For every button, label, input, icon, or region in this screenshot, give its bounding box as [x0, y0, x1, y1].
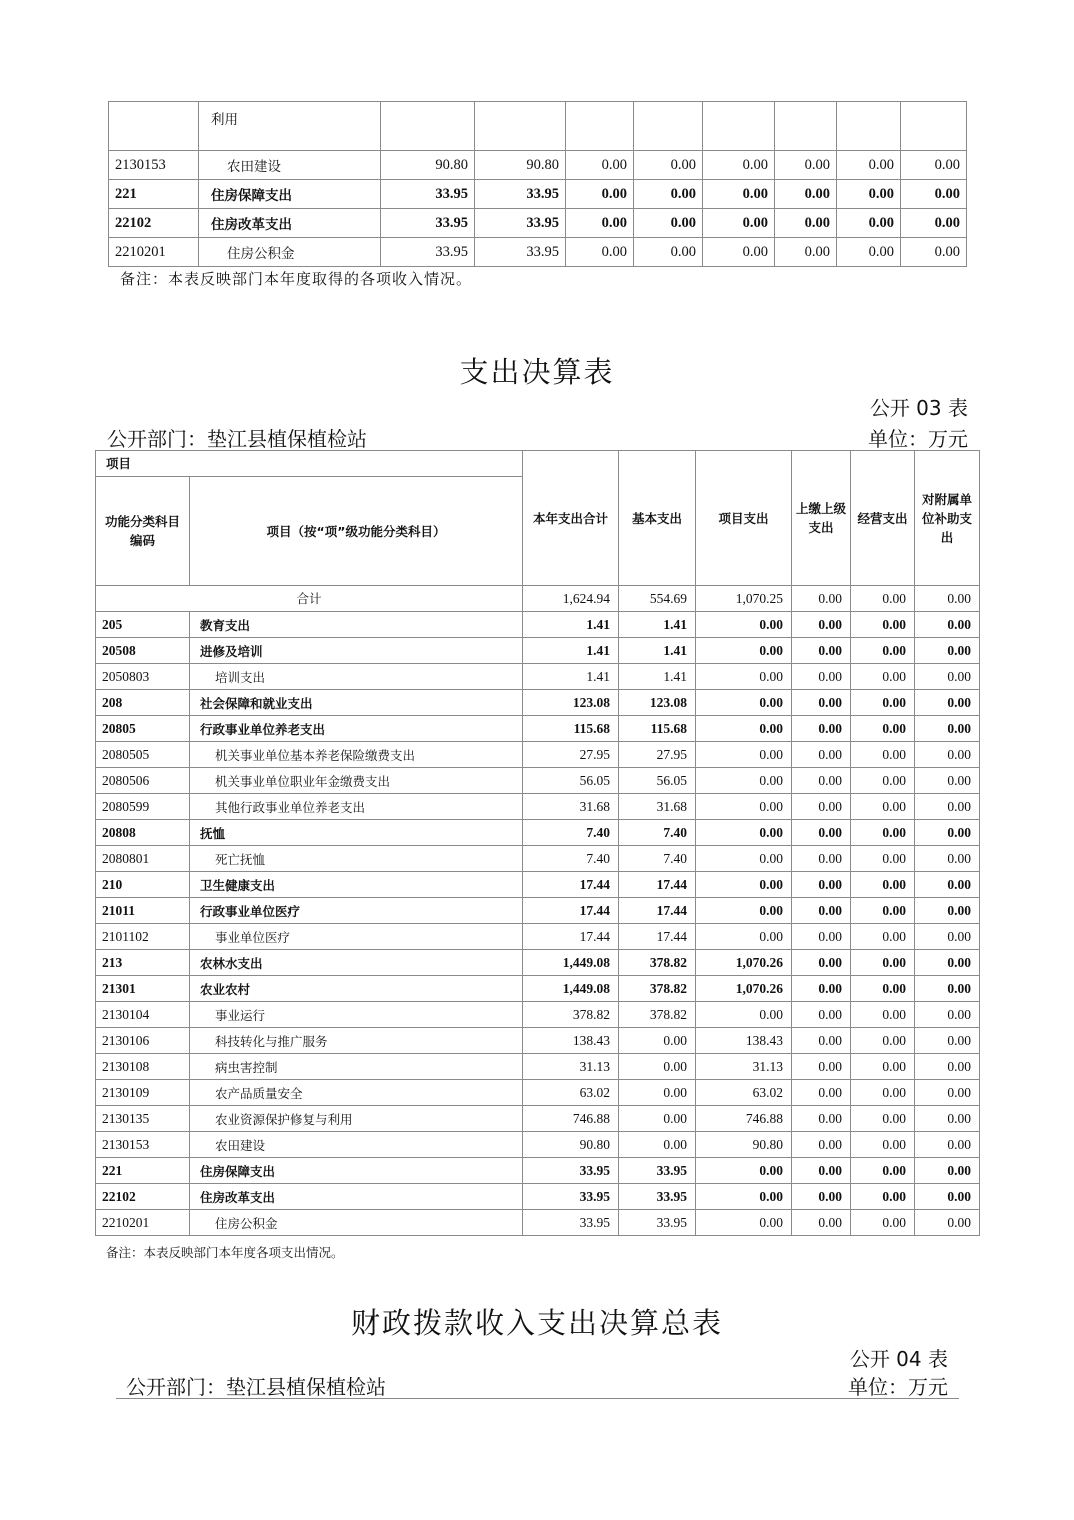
expense-table: [95, 450, 980, 1236]
row-value: 0.00: [915, 820, 980, 846]
row-value: 0.00: [792, 924, 851, 950]
row-value: 0.00: [696, 1158, 792, 1184]
row-code: 2130106: [96, 1028, 190, 1054]
row-value: 0.00: [915, 1210, 980, 1236]
row-value: 0.00: [915, 1184, 980, 1210]
row-value: 0.00: [851, 768, 915, 794]
table-row: [96, 794, 980, 820]
row-value: 0.00: [915, 898, 980, 924]
row-name: 社会保障和就业支出: [190, 690, 523, 716]
row-value: 0.00: [837, 238, 901, 267]
row-value: 0.00: [792, 872, 851, 898]
row-value: 0.00: [775, 209, 837, 238]
row-value: 1,449.08: [523, 976, 619, 1002]
row-value: 0.00: [851, 872, 915, 898]
row-name: 抚恤: [190, 820, 523, 846]
row-value: 0.00: [915, 742, 980, 768]
row-name: 住房公积金: [199, 238, 381, 267]
row-value: 0.00: [696, 742, 792, 768]
row-value: 0.00: [851, 638, 915, 664]
expense-unit: 单位：万元: [868, 427, 968, 451]
row-name: 事业运行: [190, 1002, 523, 1028]
row-code: 221: [96, 1158, 190, 1184]
row-value: 0.00: [851, 664, 915, 690]
row-value: 0.00: [696, 716, 792, 742]
row-value: 0.00: [703, 238, 775, 267]
row-value: 0.00: [915, 846, 980, 872]
table-row: [109, 151, 967, 180]
row-value: 0.00: [851, 716, 915, 742]
row-value: 0.00: [851, 1158, 915, 1184]
header-row: [96, 451, 980, 477]
row-value: 0.00: [851, 898, 915, 924]
row-value: 0.00: [703, 209, 775, 238]
row-value: 0.00: [703, 180, 775, 209]
row-code: 213: [96, 950, 190, 976]
row-value: 17.44: [523, 872, 619, 898]
row-value: 0.00: [915, 950, 980, 976]
row-code: 221: [109, 180, 199, 209]
table-row: [96, 716, 980, 742]
row-value: 0.00: [837, 209, 901, 238]
row-value: 0.00: [851, 1028, 915, 1054]
row-name: 行政事业单位医疗: [190, 898, 523, 924]
row-name: 住房改革支出: [199, 209, 381, 238]
fiscal-unit: 单位：万元: [848, 1375, 948, 1399]
row-name: 培训支出: [190, 664, 523, 690]
row-value: 0.00: [792, 976, 851, 1002]
row-value: 0.00: [851, 1184, 915, 1210]
header-name: 项目（按“项”级功能分类科目）: [190, 477, 523, 586]
row-value: 33.95: [619, 1184, 696, 1210]
row-value: 0.00: [696, 638, 792, 664]
row-name: 进修及培训: [190, 638, 523, 664]
row-name: 卫生健康支出: [190, 872, 523, 898]
row-value: 0.00: [915, 1080, 980, 1106]
row-value: 0.00: [851, 846, 915, 872]
row-value: 0.00: [634, 209, 703, 238]
row-value: 0.00: [619, 1080, 696, 1106]
row-value: 0.00: [915, 1054, 980, 1080]
row-value: 0.00: [696, 1184, 792, 1210]
table-row: [96, 976, 980, 1002]
row-value: 0.00: [901, 180, 967, 209]
row-name: 住房保障支出: [190, 1158, 523, 1184]
row-value: 0.00: [915, 690, 980, 716]
row-code: 2080506: [96, 768, 190, 794]
row-value: 115.68: [619, 716, 696, 742]
row-value: 0.00: [851, 1132, 915, 1158]
row-name: 教育支出: [190, 612, 523, 638]
row-value: 7.40: [619, 820, 696, 846]
row-value: 7.40: [523, 846, 619, 872]
row-value: 90.80: [475, 151, 566, 180]
row-value: 56.05: [619, 768, 696, 794]
table-row: [96, 664, 980, 690]
row-value: 0.00: [792, 1184, 851, 1210]
row-value: 0.00: [915, 976, 980, 1002]
table-row: [96, 950, 980, 976]
row-code: 2210201: [109, 238, 199, 267]
row-value: 0.00: [851, 950, 915, 976]
row-value: 90.80: [523, 1132, 619, 1158]
expense-table-title: 支出决算表: [459, 355, 615, 389]
row-value: 0.00: [915, 1106, 980, 1132]
row-value: 27.95: [523, 742, 619, 768]
row-name: 病虫害控制: [190, 1054, 523, 1080]
table-row: [96, 1080, 980, 1106]
row-value: 0.00: [619, 1028, 696, 1054]
row-value: 31.68: [523, 794, 619, 820]
row-value: 0.00: [696, 612, 792, 638]
row-value: 1,070.26: [696, 976, 792, 1002]
total-value: 1,070.25: [696, 586, 792, 612]
row-name: 利用: [199, 102, 381, 151]
row-value: 0.00: [851, 794, 915, 820]
row-value: 0.00: [566, 151, 634, 180]
row-value: 0.00: [851, 690, 915, 716]
row-value: 1,070.26: [696, 950, 792, 976]
row-value: 0.00: [775, 238, 837, 267]
row-value: 33.95: [475, 238, 566, 267]
row-value: 56.05: [523, 768, 619, 794]
row-value: 90.80: [696, 1132, 792, 1158]
header-operating: 经营支出: [851, 451, 915, 586]
table-row: [96, 1158, 980, 1184]
row-code: 2080599: [96, 794, 190, 820]
row-value: 0.00: [696, 846, 792, 872]
row-value: 0.00: [915, 768, 980, 794]
row-code: 20808: [96, 820, 190, 846]
row-value: 378.82: [523, 1002, 619, 1028]
row-name: 农业资源保护修复与利用: [190, 1106, 523, 1132]
row-value: 31.68: [619, 794, 696, 820]
row-value: 33.95: [619, 1158, 696, 1184]
row-code: 22102: [109, 209, 199, 238]
expense-department: 公开部门：垫江县植保植检站: [107, 427, 367, 451]
table-row: [96, 1002, 980, 1028]
row-value: 27.95: [619, 742, 696, 768]
total-value: 1,624.94: [523, 586, 619, 612]
row-code: 2050803: [96, 664, 190, 690]
row-value: 0.00: [696, 898, 792, 924]
row-value: 17.44: [523, 924, 619, 950]
row-value: 1.41: [619, 638, 696, 664]
table-row: [109, 180, 967, 209]
row-value: 90.80: [381, 151, 475, 180]
row-value: 0.00: [634, 180, 703, 209]
row-code: 210: [96, 872, 190, 898]
row-value: 0.00: [837, 151, 901, 180]
row-code: 2101102: [96, 924, 190, 950]
table-row: [96, 690, 980, 716]
row-value: 0.00: [696, 924, 792, 950]
row-code: 20805: [96, 716, 190, 742]
row-value: 0.00: [792, 794, 851, 820]
row-value: 0.00: [792, 1210, 851, 1236]
row-value: 0.00: [901, 238, 967, 267]
row-value: 0.00: [696, 690, 792, 716]
row-value: 0.00: [619, 1132, 696, 1158]
row-value: 0.00: [792, 1028, 851, 1054]
row-value: 0.00: [792, 1158, 851, 1184]
row-value: 746.88: [523, 1106, 619, 1132]
row-value: 0.00: [696, 820, 792, 846]
row-value: 123.08: [619, 690, 696, 716]
row-value: 0.00: [792, 1106, 851, 1132]
row-value: 33.95: [523, 1184, 619, 1210]
row-value: 138.43: [523, 1028, 619, 1054]
table-row: [96, 898, 980, 924]
row-value: 17.44: [619, 898, 696, 924]
row-value: 0.00: [851, 820, 915, 846]
row-value: 0.00: [703, 151, 775, 180]
row-value: 0.00: [566, 238, 634, 267]
table-row: [96, 1184, 980, 1210]
row-value: 378.82: [619, 976, 696, 1002]
total-row: [96, 586, 980, 612]
row-value: 0.00: [634, 238, 703, 267]
row-value: 0.00: [915, 1002, 980, 1028]
row-code: 2130153: [109, 151, 199, 180]
row-value: 0.00: [696, 1002, 792, 1028]
income-table-continued: [108, 101, 967, 267]
row-name: 农田建设: [199, 151, 381, 180]
row-code: 2130109: [96, 1080, 190, 1106]
header-basic: 基本支出: [619, 451, 696, 586]
row-value: 0.00: [792, 742, 851, 768]
row-value: 33.95: [475, 180, 566, 209]
row-value: 1,449.08: [523, 950, 619, 976]
row-value: 63.02: [523, 1080, 619, 1106]
row-value: 0.00: [696, 1210, 792, 1236]
row-value: 33.95: [523, 1210, 619, 1236]
row-value: 123.08: [523, 690, 619, 716]
row-value: 0.00: [915, 794, 980, 820]
row-name: 事业单位医疗: [190, 924, 523, 950]
table-row: [96, 846, 980, 872]
header-project: 项目: [96, 451, 523, 477]
row-value: 7.40: [619, 846, 696, 872]
expense-form-number: 公开 03 表: [869, 396, 968, 420]
row-value: 378.82: [619, 950, 696, 976]
row-value: 138.43: [696, 1028, 792, 1054]
table-row: [96, 1054, 980, 1080]
total-value: 554.69: [619, 586, 696, 612]
row-value: 0.00: [792, 664, 851, 690]
row-value: 0.00: [792, 1132, 851, 1158]
total-label: 合计: [96, 586, 523, 612]
row-code: 20508: [96, 638, 190, 664]
row-value: 0.00: [915, 612, 980, 638]
header-subsidiary: 对附属单位补助支出: [915, 451, 980, 586]
row-value: 0.00: [915, 872, 980, 898]
row-value: 0.00: [915, 1028, 980, 1054]
table-row: [96, 768, 980, 794]
header-remit-superior: 上缴上级支出: [792, 451, 851, 586]
row-name: 住房改革支出: [190, 1184, 523, 1210]
row-code: 2130108: [96, 1054, 190, 1080]
row-value: 0.00: [851, 924, 915, 950]
row-value: 378.82: [619, 1002, 696, 1028]
row-value: 17.44: [523, 898, 619, 924]
row-code: 2130135: [96, 1106, 190, 1132]
row-value: 0.00: [851, 742, 915, 768]
header-total: 本年支出合计: [523, 451, 619, 586]
row-value: 0.00: [792, 768, 851, 794]
row-value: 33.95: [381, 238, 475, 267]
row-value: 0.00: [619, 1054, 696, 1080]
row-name: 住房公积金: [190, 1210, 523, 1236]
row-value: 0.00: [901, 209, 967, 238]
row-value: 7.40: [523, 820, 619, 846]
table-row: [96, 924, 980, 950]
row-value: 0.00: [901, 151, 967, 180]
row-value: 1.41: [619, 664, 696, 690]
table-row: [96, 742, 980, 768]
row-value: 0.00: [851, 1210, 915, 1236]
row-value: 0.00: [915, 638, 980, 664]
table-row: [109, 209, 967, 238]
row-name: 农产品质量安全: [190, 1080, 523, 1106]
row-value: 746.88: [696, 1106, 792, 1132]
row-name: 行政事业单位养老支出: [190, 716, 523, 742]
row-value: 0.00: [915, 664, 980, 690]
row-value: 0.00: [696, 794, 792, 820]
row-code: 22102: [96, 1184, 190, 1210]
row-code: 2130153: [96, 1132, 190, 1158]
row-value: 0.00: [915, 1158, 980, 1184]
header-project-expense: 项目支出: [696, 451, 792, 586]
row-value: 1.41: [619, 612, 696, 638]
row-value: 0.00: [619, 1106, 696, 1132]
fiscal-department: 公开部门：垫江县植保植检站: [126, 1375, 386, 1399]
row-value: 0.00: [696, 768, 792, 794]
row-value: 0.00: [851, 976, 915, 1002]
row-value: 31.13: [696, 1054, 792, 1080]
table-row: [96, 1106, 980, 1132]
row-value: 0.00: [775, 151, 837, 180]
row-value: 17.44: [619, 872, 696, 898]
row-code: 21011: [96, 898, 190, 924]
row-value: 0.00: [792, 1002, 851, 1028]
row-value: 33.95: [381, 180, 475, 209]
table-row: [109, 238, 967, 267]
table-row: [96, 612, 980, 638]
table-row: [96, 1028, 980, 1054]
row-code: 205: [96, 612, 190, 638]
row-value: 1.41: [523, 664, 619, 690]
row-name: 其他行政事业单位养老支出: [190, 794, 523, 820]
row-value: 33.95: [619, 1210, 696, 1236]
row-value: 0.00: [696, 664, 792, 690]
expense-table-note: 备注：本表反映部门本年度各项支出情况。: [106, 1245, 344, 1260]
row-code: 2130104: [96, 1002, 190, 1028]
row-value: 0.00: [775, 180, 837, 209]
row-value: 0.00: [566, 180, 634, 209]
row-value: 33.95: [381, 209, 475, 238]
row-value: 0.00: [851, 1002, 915, 1028]
row-name: 机关事业单位职业年金缴费支出: [190, 768, 523, 794]
total-value: 0.00: [851, 586, 915, 612]
row-value: 0.00: [634, 151, 703, 180]
row-value: 0.00: [566, 209, 634, 238]
row-name: 农业农村: [190, 976, 523, 1002]
row-value: 0.00: [792, 638, 851, 664]
table-row: [96, 638, 980, 664]
row-name: 死亡抚恤: [190, 846, 523, 872]
row-name: 农田建设: [190, 1132, 523, 1158]
row-value: 0.00: [792, 716, 851, 742]
header-code: 功能分类科目编码: [96, 477, 190, 586]
row-code: 208: [96, 690, 190, 716]
row-code: 2210201: [96, 1210, 190, 1236]
total-value: 0.00: [792, 586, 851, 612]
row-value: 0.00: [915, 924, 980, 950]
fiscal-table-title: 财政拨款收入支出决算总表: [350, 1306, 723, 1340]
row-code: 2080801: [96, 846, 190, 872]
row-value: 0.00: [696, 872, 792, 898]
row-value: 0.00: [851, 1106, 915, 1132]
row-code: 21301: [96, 976, 190, 1002]
row-value: 0.00: [851, 1054, 915, 1080]
fiscal-form-number: 公开 04 表: [849, 1347, 948, 1371]
row-value: 0.00: [851, 1080, 915, 1106]
row-code: 2080505: [96, 742, 190, 768]
row-value: 0.00: [915, 1132, 980, 1158]
row-value: 63.02: [696, 1080, 792, 1106]
row-value: 0.00: [792, 612, 851, 638]
row-value: 0.00: [792, 820, 851, 846]
table-row: [96, 1132, 980, 1158]
row-value: 0.00: [837, 180, 901, 209]
row-value: 17.44: [619, 924, 696, 950]
row-value: 0.00: [792, 846, 851, 872]
table-row: [96, 872, 980, 898]
table-row: [96, 820, 980, 846]
row-value: 115.68: [523, 716, 619, 742]
row-value: 31.13: [523, 1054, 619, 1080]
row-value: 0.00: [792, 690, 851, 716]
row-name: 农林水支出: [190, 950, 523, 976]
row-value: 1.41: [523, 638, 619, 664]
row-value: 0.00: [792, 898, 851, 924]
income-table-note: 备注：本表反映部门本年度取得的各项收入情况。: [120, 270, 473, 288]
row-value: 0.00: [851, 612, 915, 638]
row-value: 0.00: [792, 1080, 851, 1106]
table-row: [96, 1210, 980, 1236]
row-value: 0.00: [792, 1054, 851, 1080]
table-row: [109, 102, 967, 151]
row-value: 33.95: [475, 209, 566, 238]
row-value: 33.95: [523, 1158, 619, 1184]
row-name: 机关事业单位基本养老保险缴费支出: [190, 742, 523, 768]
row-name: 科技转化与推广服务: [190, 1028, 523, 1054]
row-value: 0.00: [792, 950, 851, 976]
row-value: 1.41: [523, 612, 619, 638]
total-value: 0.00: [915, 586, 980, 612]
row-name: 住房保障支出: [199, 180, 381, 209]
row-value: 0.00: [915, 716, 980, 742]
fiscal-table-top-border: [116, 1398, 959, 1399]
